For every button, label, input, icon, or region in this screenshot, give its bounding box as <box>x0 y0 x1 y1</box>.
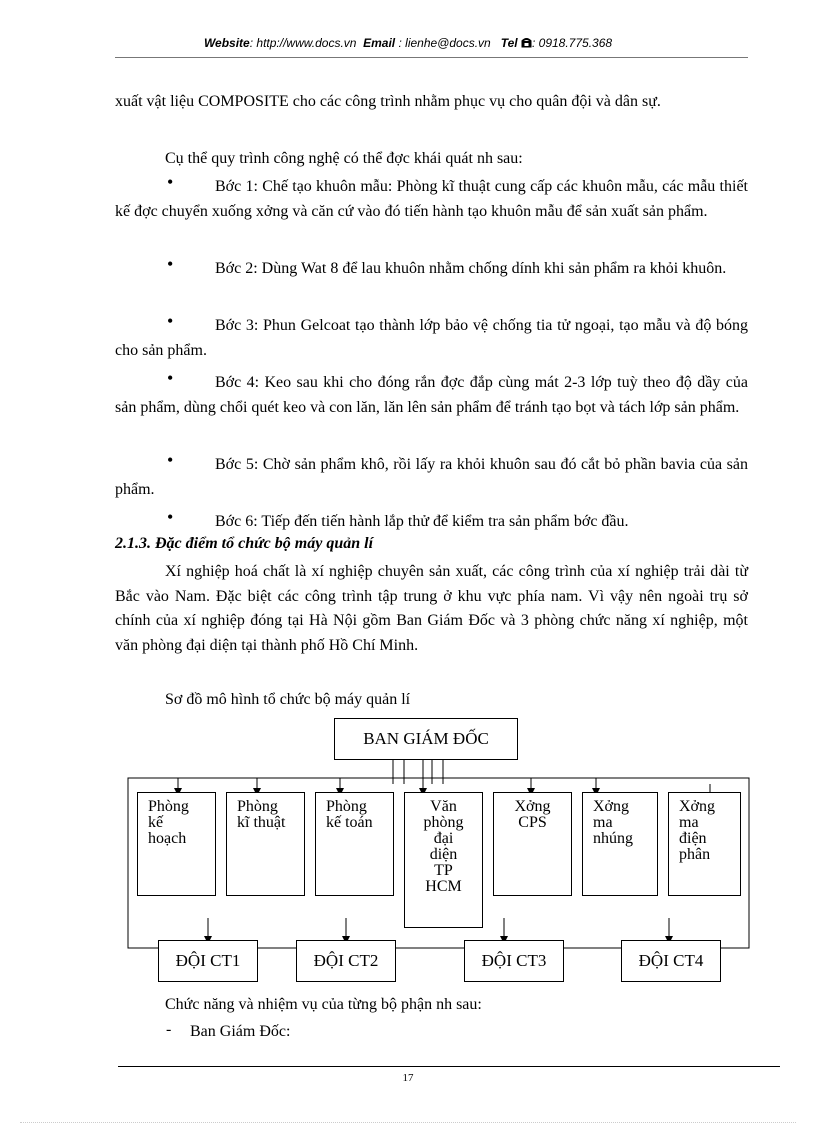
bullet-icon: • <box>167 450 174 470</box>
tel-value: : 0918.775.368 <box>531 36 613 50</box>
box-workshop-dip-plating <box>582 792 658 896</box>
tel-label: Tel <box>500 36 518 50</box>
box-line: HCM <box>425 878 462 895</box>
box-planning-department <box>137 792 216 896</box>
bullet-icon: • <box>167 507 174 527</box>
step-6: Bớc 6: Tiếp đến tiến hành lắp thử để kiểm tra sản phẩm bớc đầu. <box>215 513 629 530</box>
box-line: đại <box>433 830 454 847</box>
step-5: Bớc 5: Chờ sản phẩm khô, rồi lấy ra khỏi khuôn sau đó cắt bỏ phần bavia của sản phẩm. <box>115 456 748 498</box>
box-workshop-electroplating <box>668 792 741 896</box>
box-team-ct1: ĐỘI CT1 <box>158 940 258 982</box>
paragraph-process-intro: Cụ thể quy trình công nghệ có thể đợc khái quát nh sau: <box>165 150 523 167</box>
paragraph-organization: Xí nghiệp hoá chất là xí nghiệp chuyên sản xuất, các công trình của xí nghiệp trải dài từ Bắc vào Nam. Đặc biệt các công trình tập trung ở khu vực phía nam. Vì vậy nên ngoài trụ sở chính của xí nghiệp đóng tại Hà Nội gồm Ban Giám Đốc và 3 phòng chức năng xí nghiệp, một văn phòng đại diện tại thành phố Hồ Chí Minh. <box>115 563 748 654</box>
website-label: Website <box>203 36 250 50</box>
box-line: Xởng <box>514 798 551 815</box>
bullet-icon: • <box>167 254 174 274</box>
step-1: Bớc 1: Chế tạo khuôn mẫu: Phòng kĩ thuật cung cấp các khuôn mẫu, các mẫu thiết kế đợc chuyển xuống xởng và căn cứ vào đó tiến hành tạo khuôn mẫu để sản xuất sản phẩm. <box>115 178 748 220</box>
box-line: kế toán <box>326 814 373 831</box>
box-line: phòng <box>423 814 464 831</box>
section-heading: 2.1.3. Đặc điểm tổ chức bộ máy quản lí <box>115 535 374 552</box>
box-line: diện <box>429 846 458 863</box>
box-line: hoạch <box>148 830 187 847</box>
box-board-of-directors: BAN GIÁM ĐỐC <box>334 718 518 760</box>
dash-marker: - <box>166 1021 172 1038</box>
step-3: Bớc 3: Phun Gelcoat tạo thành lớp bảo vệ chống tia tử ngoại, tạo mẫu và độ bóng cho sản phẩm. <box>115 317 748 359</box>
box-technical-department <box>226 792 305 896</box>
footer-rule <box>118 1066 780 1067</box>
paragraph-functions: Chức năng và nhiệm vụ của từng bộ phận nh sau: <box>165 996 482 1013</box>
page-number: 17 <box>402 1072 414 1084</box>
box-line: kĩ thuật <box>237 814 286 831</box>
box-team-ct4: ĐỘI CT4 <box>621 940 721 982</box>
bullet-icon: • <box>167 311 174 331</box>
box-line: ma <box>593 814 613 831</box>
box-line: phân <box>679 846 711 863</box>
step-4: Bớc 4: Keo sau khi cho đóng rắn đợc đắp cùng mát 2-3 lớp tuỳ theo độ dầy của sản phẩm, dùng chổi quét keo và con lăn, lăn lên sản phẩm để tránh tạo bọt và tách lớp sản phẩm. <box>115 374 748 416</box>
box-line: Xởng <box>593 798 630 815</box>
box-line: CPS <box>518 814 547 831</box>
email-value[interactable]: : lienhe@docs.vn <box>398 36 491 50</box>
paragraph-intro: xuất vật liệu COMPOSITE cho các công trình nhằm phục vụ cho quân đội và dân sự. <box>115 93 661 110</box>
box-team-ct3: ĐỘI CT3 <box>464 940 564 982</box>
box-hcm-office <box>404 792 483 928</box>
bullet-icon: • <box>167 368 174 388</box>
box-accounting-department <box>315 792 394 896</box>
box-team-ct2: ĐỘI CT2 <box>296 940 396 982</box>
box-line: ma <box>679 814 699 831</box>
bullet-icon: • <box>167 172 174 192</box>
box-line: Xởng <box>679 798 716 815</box>
box-line: Phòng <box>237 798 278 815</box>
paragraph-chart-caption: Sơ đồ mô hình tổ chức bộ máy quản lí <box>165 691 411 708</box>
box-line: kế <box>148 814 164 831</box>
step-2: Bớc 2: Dùng Wat 8 để lau khuôn nhằm chống dính khi sản phẩm ra khỏi khuôn. <box>215 260 727 277</box>
box-line: Phòng <box>148 798 189 815</box>
box-line: điện <box>679 830 707 847</box>
box-workshop-cps <box>493 792 572 896</box>
email-label: Email <box>363 36 396 50</box>
paragraph-board-heading: Ban Giám Đốc: <box>190 1023 291 1040</box>
website-value[interactable]: : http://www.docs.vn <box>249 36 357 50</box>
box-line: TP <box>434 862 453 879</box>
box-line: Văn <box>430 798 457 815</box>
box-line: nhúng <box>593 830 633 847</box>
box-line: Phòng <box>326 798 367 815</box>
